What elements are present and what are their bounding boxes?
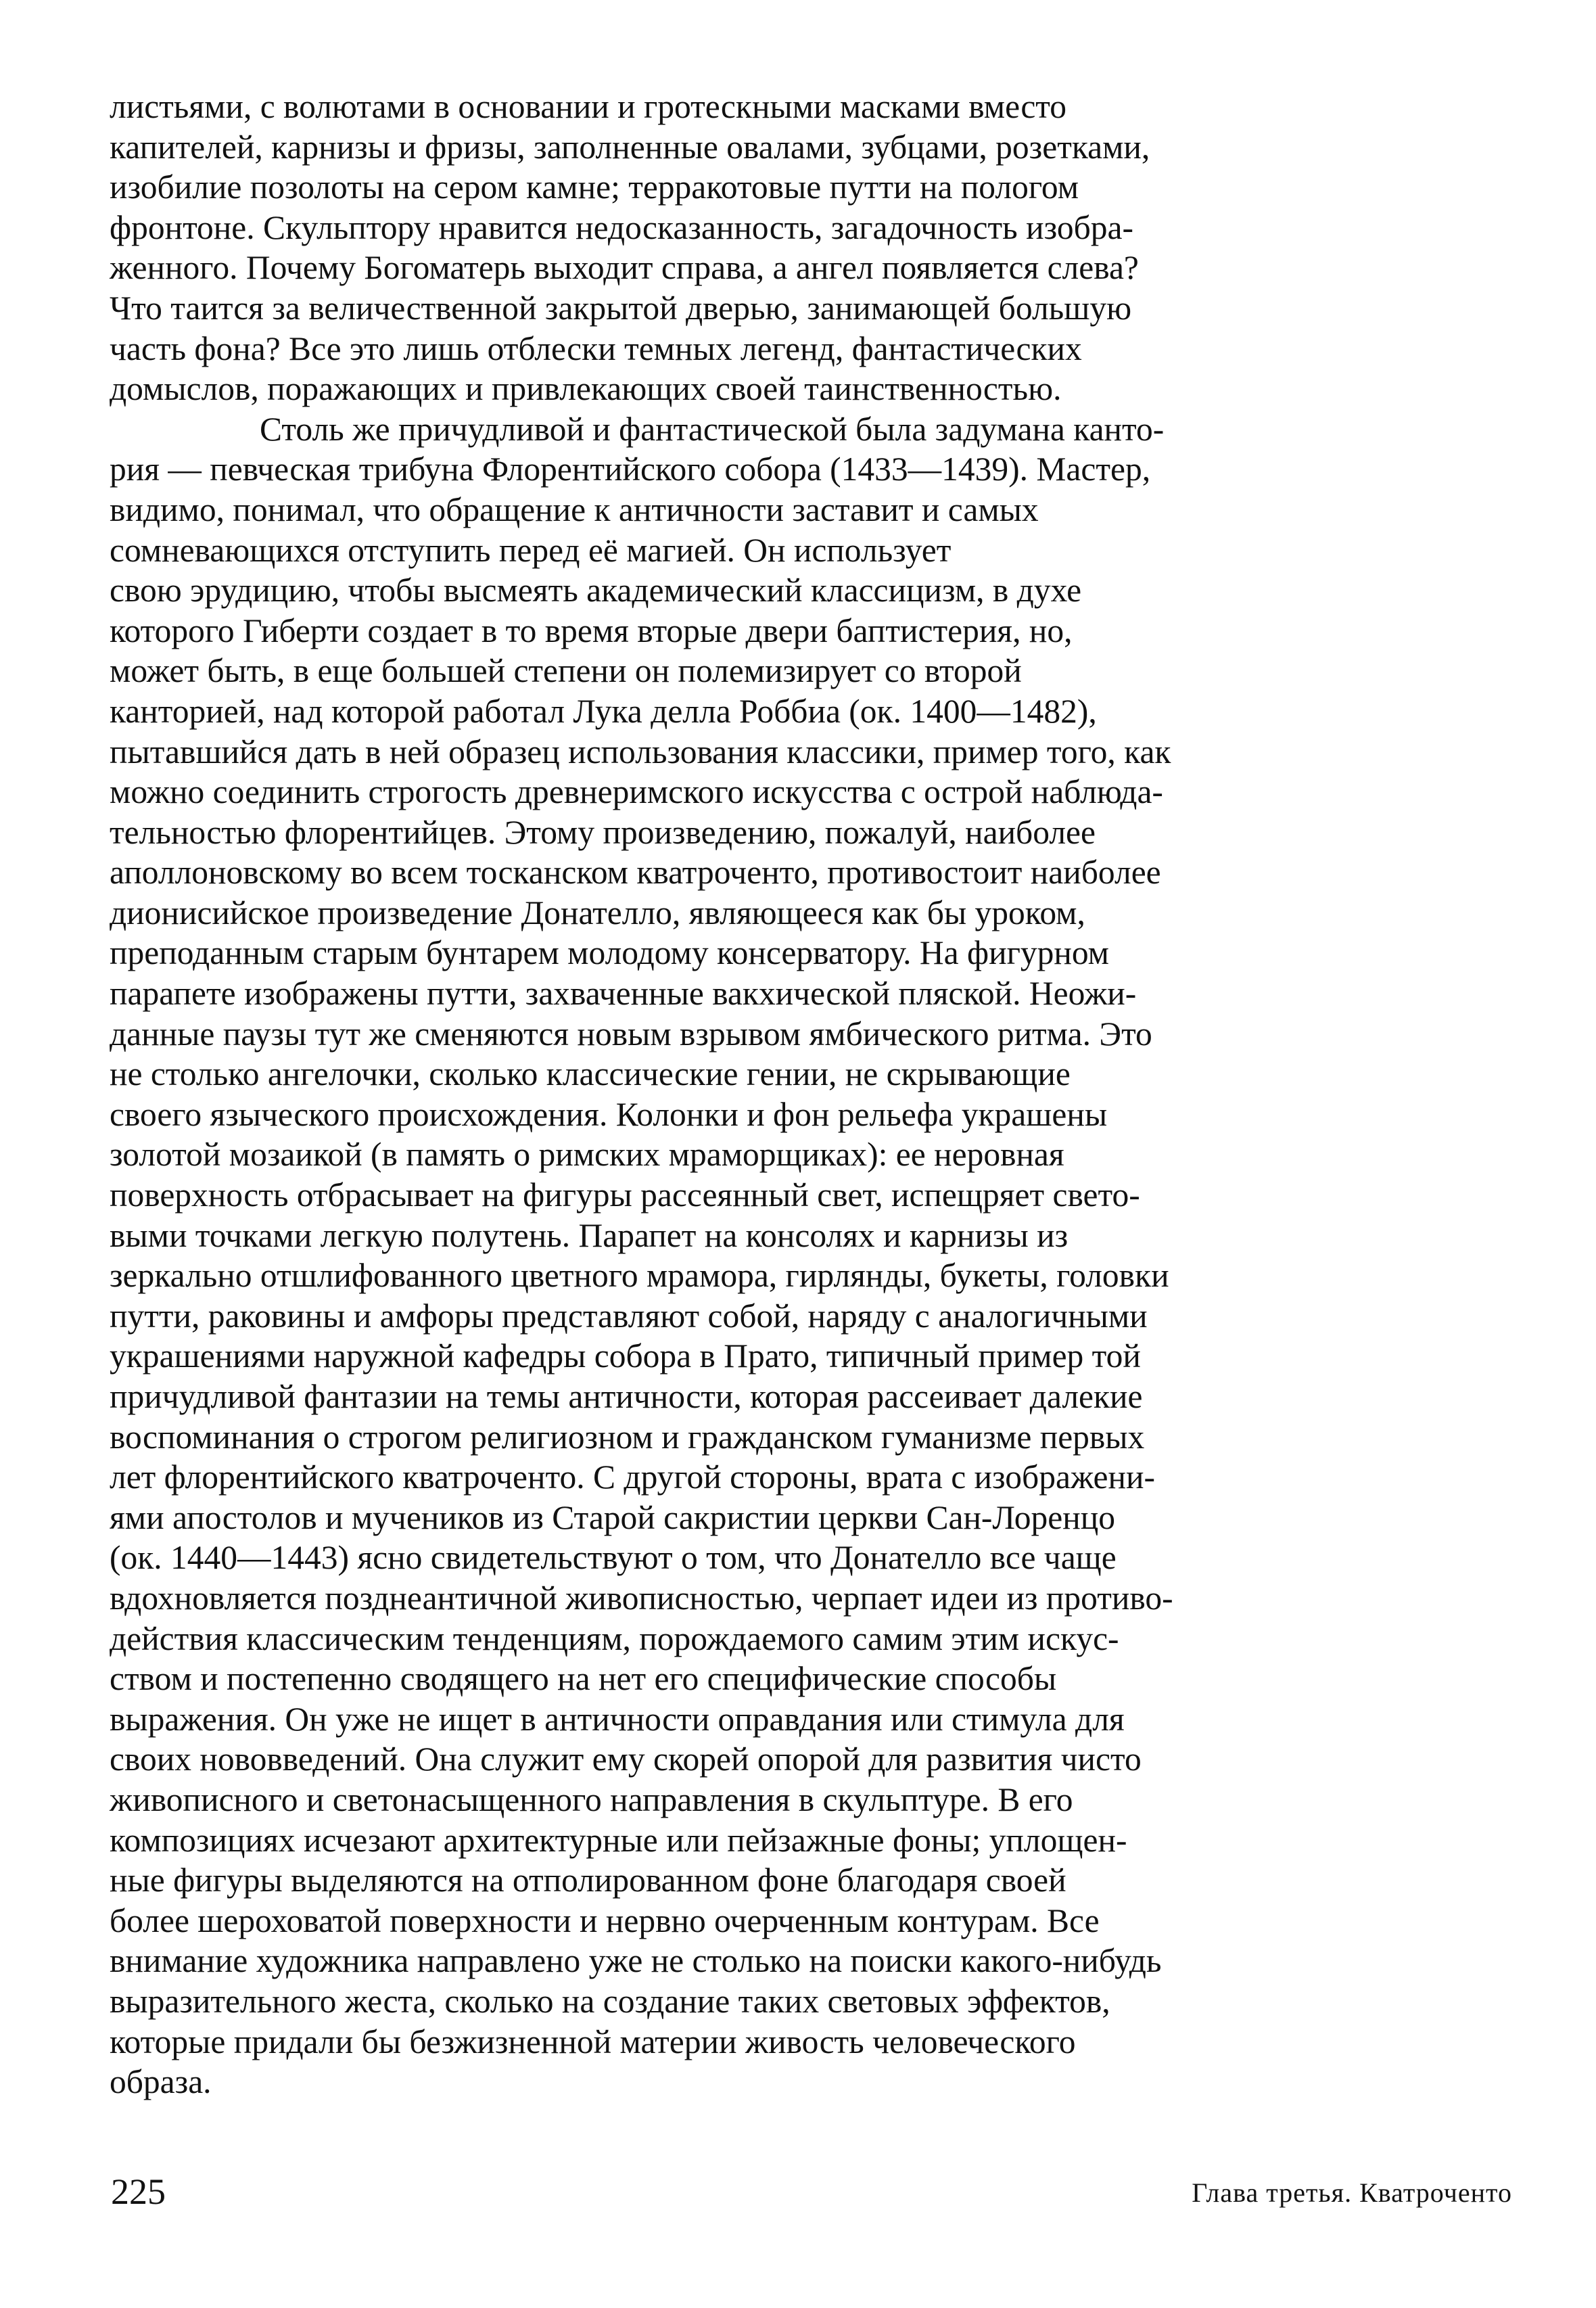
- text-line: (ок. 1440—1443) ясно свидетельствуют о том, что Донателло все чаще: [110, 1539, 1117, 1577]
- text-line: ями апостолов и мучеников из Старой сакристии церкви Сан-Лоренцо: [110, 1498, 1115, 1536]
- page-number: 225: [111, 2171, 166, 2212]
- text-line: образа.: [110, 2063, 212, 2101]
- text-line: золотой мозаикой (в память о римских мраморщиках): ее неровная: [110, 1136, 1064, 1174]
- text-line: рия — певческая трибуна Флорентийского собора (1433—1439). Мастер,: [110, 451, 1151, 488]
- text-line: свою эрудицию, чтобы высмеять академический классицизм, в духе: [110, 572, 1082, 609]
- text-line: выражения. Он уже не ищет в античности оправдания или стимула для: [110, 1700, 1125, 1738]
- text-line: поверхность отбрасывает на фигуры рассеянный свет, испещряет свето-: [110, 1176, 1140, 1214]
- text-line: которые придали бы безжизненной материи живость человеческого: [110, 2023, 1076, 2060]
- text-line: канторией, над которой работал Лука делла Роббиа (ок. 1400—1482),: [110, 692, 1097, 730]
- text-line: пытавшийся дать в ней образец использования классики, пример того, как: [110, 733, 1171, 770]
- text-line: аполлоновскому во всем тосканском кватроченто, противостоит наиболее: [110, 854, 1161, 892]
- text-line: капителей, карнизы и фризы, заполненные овалами, зубцами, розетками,: [110, 128, 1150, 166]
- text-line: парапете изображены путти, захваченные вакхической пляской. Неожи-: [110, 975, 1137, 1013]
- text-line: сомневающихся отступить перед её магией. Он использует: [110, 531, 952, 569]
- text-line: композициях исчезают архитектурные или пейзажные фоны; уплощен-: [110, 1821, 1127, 1859]
- text-line: лет флорентийского кватроченто. С другой стороны, врата с изображени-: [110, 1458, 1155, 1496]
- text-line: выразительного жеста, сколько на создание таких световых эффектов,: [110, 1982, 1110, 2020]
- text-line: может быть, в еще большей степени он полемизирует со второй: [110, 652, 1022, 690]
- text-line: домыслов, поражающих и привлекающих своей таинственностью.: [110, 370, 1062, 408]
- text-line: можно соединить строгость древнеримского искусства с острой наблюда-: [110, 773, 1163, 811]
- text-line: воспоминания о строгом религиозном и гражданском гуманизме первых: [110, 1418, 1145, 1456]
- text-line: вдохновляется позднеантичной живописностью, черпает идеи из противо-: [110, 1579, 1173, 1617]
- text-line: ные фигуры выделяются на отполированном фоне благодаря своей: [110, 1862, 1066, 1899]
- running-header: Глава третья. Кватроченто: [1192, 2177, 1512, 2208]
- text-line: своих нововведений. Она служит ему скорей опорой для развития чисто: [110, 1740, 1142, 1778]
- text-line: видимо, понимал, что обращение к античности заставит и самых: [110, 490, 1039, 528]
- text-line: часть фона? Все это лишь отблески темных легенд, фантастических: [110, 329, 1082, 367]
- text-line: своего языческого происхождения. Колонки и фон рельефа украшены: [110, 1095, 1108, 1133]
- text-line: листьями, с волютами в основании и гротескными масками вместо: [110, 88, 1067, 125]
- text-line: женного. Почему Богоматерь выходит справа, а ангел появляется слева?: [110, 249, 1139, 287]
- text-line: данные паузы тут же сменяются новым взрывом ямбического ритма. Это: [110, 1015, 1152, 1053]
- text-line: преподанным старым бунтарем молодому консерватору. На фигурном: [110, 934, 1109, 972]
- text-line: живописного и светонасыщенного направления в скульптуре. В его: [110, 1780, 1073, 1818]
- text-line: выми точками легкую полутень. Парапет на консолях и карнизы из: [110, 1216, 1069, 1254]
- text-line: тельностью флорентийцев. Этому произведению, пожалуй, наиболее: [110, 813, 1096, 851]
- text-line: Что таится за величественной закрытой дверью, занимающей большую: [110, 289, 1132, 327]
- text-line: ством и постепенно сводящего на нет его специфические способы: [110, 1660, 1057, 1698]
- text-line: дионисийское произведение Донателло, являющееся как бы уроком,: [110, 894, 1085, 931]
- text-line: внимание художника направлено уже не столько на поиски какого-нибудь: [110, 1942, 1162, 1980]
- text-line: украшениями наружной кафедры собора в Прато, типичный пример той: [110, 1337, 1141, 1375]
- text-line: зеркально отшлифованного цветного мрамора, гирлянды, букеты, головки: [110, 1257, 1169, 1295]
- text-line: более шероховатой поверхности и нервно очерченным контурам. Все: [110, 1901, 1100, 1939]
- body-text: [110, 87, 1503, 2102]
- text-line: которого Гиберти создает в то время вторые двери баптистерия, но,: [110, 611, 1073, 649]
- paragraph-first-line: Столь же причудливой и фантастической была задумана канто-: [260, 410, 1165, 448]
- text-line: причудливой фантазии на темы античности, которая рассеивает далекие: [110, 1378, 1143, 1415]
- text-line: изобилие позолоты на сером камне; терракотовые путти на пологом: [110, 168, 1079, 206]
- text-line: не столько ангелочки, сколько классические гении, не скрывающие: [110, 1055, 1071, 1093]
- text-line: фронтоне. Скульптору нравится недосказанность, загадочность изобра-: [110, 208, 1133, 246]
- text-line: действия классическим тенденциям, порождаемого самим этим искус-: [110, 1619, 1119, 1657]
- text-line: путти, раковины и амфоры представляют собой, наряду с аналогичными: [110, 1297, 1148, 1335]
